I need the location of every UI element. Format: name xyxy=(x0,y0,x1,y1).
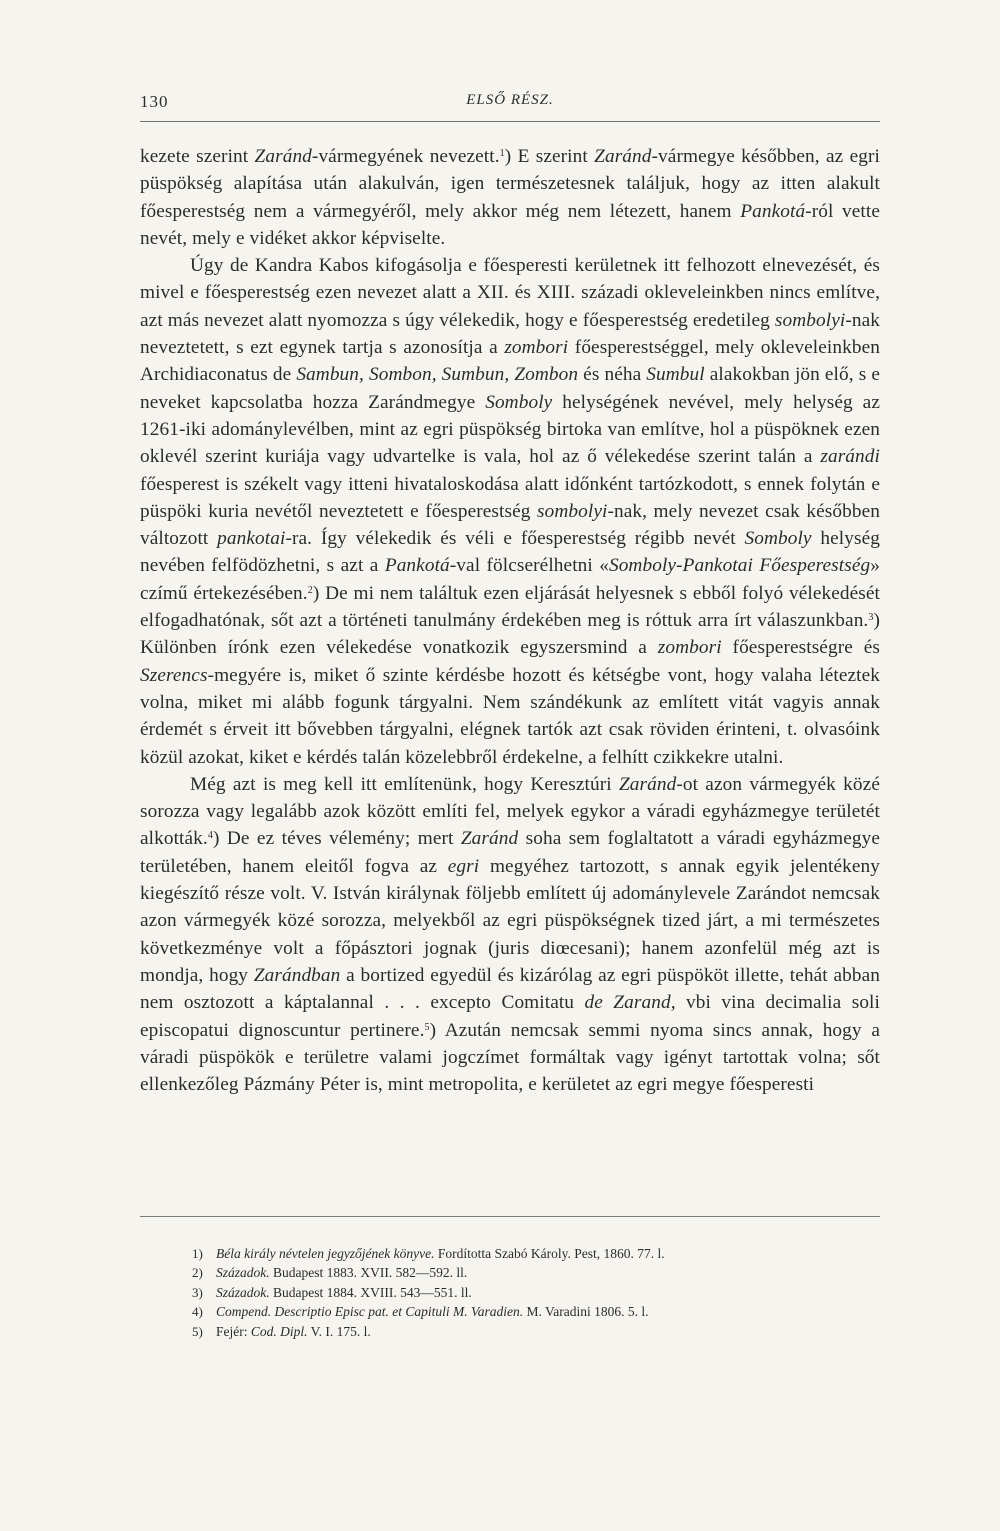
italic-text: Sumbul xyxy=(646,364,705,386)
text-run: főesperestséggel, mely okleveleinkben Archidiaconatus de xyxy=(140,337,880,386)
text-run: -ról vette nevét, mely e vidéket akkor képviselte. xyxy=(140,200,880,249)
footnote-mark: 4) xyxy=(192,1304,203,1320)
italic-text: Somboly xyxy=(744,528,812,550)
text-run: alakokban jön elő, s e neveket kapcsolatba hozza Zarándmegye xyxy=(140,364,880,413)
italic-text: Zarándban xyxy=(253,964,341,986)
text-run: vbi vina decimalia soli episcopatui dignoscuntur pertinere. xyxy=(140,992,880,1041)
text-run: -megyére is, miket ő szinte kérdésbe hozott és kétségbe vont, hogy valaha léteztek volna, miket mi alább fogunk tárgyalni. Nem szándékunk az említett vitát vagyis annak érdemét s érveit itt bővebben tárgyalni, elégnek tartók azt csak röviden érinteni, t. olvasóink közül azokat, kiket e kérdés talán közelebbről érdekelne, a felhítt czikkekre utalni. xyxy=(140,664,880,768)
text-run: -vármegyének nevezett. xyxy=(311,146,500,167)
italic-text: Béla király névtelen jegyzőjének könyve. xyxy=(216,1246,435,1261)
text-run: -ra. Így vélekedik és véli e főesperestség régibb nevét xyxy=(285,528,745,550)
text-run: -nak neveztetett, s ezt egynek tartja s azonosítja a xyxy=(140,309,880,359)
text-run: főesperestségre és xyxy=(721,637,880,659)
paragraph xyxy=(140,252,880,771)
footnote-mark: 3) xyxy=(192,1284,203,1300)
page-header xyxy=(140,92,880,116)
italic-text: Századok. xyxy=(216,1265,270,1281)
text-run: kezete szerint xyxy=(140,146,255,167)
italic-text: Somboly xyxy=(485,391,553,413)
footnote-rule xyxy=(140,1216,880,1217)
footnote xyxy=(192,1244,852,1263)
italic-text: Pankotá xyxy=(384,555,450,577)
italic-text: Szerencs xyxy=(140,664,208,686)
text-run: -ot azon vármegyék közé sorozza vagy legalább azok között említi fel, melyek egykor a váradi egyházmegye területét alkották. xyxy=(140,773,880,850)
text-run: ) Különben írónk ezen vélekedése vonatkozik egyszersmind a xyxy=(140,610,880,659)
italic-text: Sambun, Sombon, Sumbun, Zombon xyxy=(296,364,579,386)
italic-text: zarándi xyxy=(820,446,880,468)
text-run: és néha xyxy=(578,364,647,386)
text-run: soha sem foglaltatott a váradi egyházmegye területében, hanem eleitől fogva az xyxy=(140,828,880,877)
footnote-reference: 1 xyxy=(499,148,505,159)
body-text xyxy=(140,143,880,1098)
italic-text: zombori xyxy=(657,637,722,659)
text-run: Budapest 1883. XVII. 582—592. ll. xyxy=(269,1265,468,1281)
footnote xyxy=(192,1263,852,1282)
italic-text: egri xyxy=(447,855,480,877)
footnote-mark: 2) xyxy=(192,1265,203,1281)
italic-text: pankotai xyxy=(217,528,286,550)
page-number: 130 xyxy=(140,92,169,111)
italic-text: sombolyi xyxy=(774,309,846,331)
text-run: helység nevében felfödözhetni, s azt a xyxy=(140,528,880,577)
italic-text: Pankotá xyxy=(740,200,806,222)
text-run: ) De mi nem találtuk ezen eljárását helyesnek s ebből folyó vélekedését elfogadhatónak, sőt azt a történeti tanulmány érdekében meg is róttuk arra írt válaszunkban. xyxy=(140,582,880,632)
text-run: M. Varadini 1806. 5. l. xyxy=(523,1304,649,1320)
paragraph xyxy=(140,143,880,252)
text-run: Úgy de Kandra Kabos kifogásolja e főesperesti kerületnek itt felhozott elnevezését, és mivel e főesperestség ezen nevezet alatt a XII. és XIII. századi okleveleinkben nincs említve, azt más nevezet alatt nyomozza s úgy vélekedik, hogy e főesperestség eredetileg xyxy=(140,255,880,331)
footnote-mark: 1) xyxy=(192,1246,203,1261)
italic-text: Zaránd xyxy=(618,773,677,795)
italic-text: Zaránd xyxy=(594,146,652,167)
text-run: » czímű értekezésében. xyxy=(140,555,880,604)
header-rule xyxy=(140,121,880,122)
text-run: -val fölcserélhetni « xyxy=(449,555,609,577)
footnote-reference: 3 xyxy=(868,612,874,624)
italic-text: de Zarand, xyxy=(584,992,676,1014)
running-head: ELSŐ RÉSZ. xyxy=(466,92,554,108)
text-run: Még azt is meg kell itt említenünk, hogy Keresztúri xyxy=(190,773,619,795)
text-run: Fordította Szabó Károly. Pest, 1860. 77. l. xyxy=(434,1246,665,1261)
footnote-reference: 2 xyxy=(307,584,313,596)
text-run: -nak, mely nevezet csak későbben változott xyxy=(140,500,880,550)
text-run: ) E szerint xyxy=(504,146,595,167)
italic-text: Zaránd xyxy=(254,146,312,167)
paragraph xyxy=(140,771,880,1099)
footnote xyxy=(192,1322,852,1341)
text-run: -vármegye későbben, az egri püspökség alapítása után alakulván, igen természetesnek találjuk, hogy az itten alakult főesperestség nem a vármegyéről, mely akkor még nem létezett, hanem xyxy=(140,146,880,222)
footnote-reference: 5 xyxy=(424,1021,430,1033)
text-run: Fejér: xyxy=(216,1323,251,1339)
text-run: megyéhez tartozott, s annak egyik jelentékeny kiegészítő része volt. V. István királynak följebb említett új adománylevele Zarándot nemcsak azon vármegyék közé sorozza, melyekből az egri püspökségnek tized járt, a mi természetes következménye volt a főpásztori jognak (juris diœcesani); hanem azonfelül még azt is mondja, hogy xyxy=(140,855,881,986)
italic-text: Somboly-Pankotai Főesperestség xyxy=(608,555,871,577)
text-run: a bortized egyedül és kizárólag az egri püspököt illette, tehát abban nem osztozott a káptalannal . . . excepto Comitatu xyxy=(140,964,880,1014)
footnote-mark: 5) xyxy=(192,1323,203,1339)
text-run: ) Azután nemcsak semmi nyoma sincs annak, hogy a váradi püspökök e területre valami jogczímet formáltak vagy igényt tartottak volna; sőt ellenkezőleg Pázmány Péter is, mint metropolita, e kerületet az egri megye főesperesti xyxy=(140,1019,880,1096)
italic-text: sombolyi xyxy=(537,500,608,522)
italic-text: zombori xyxy=(504,337,569,359)
text-run: V. I. 175. l. xyxy=(307,1323,371,1339)
text-run: helységének nevével, mely helység az 1261-iki adománylevélben, mint az egri püspökség birtoka van említve, hol a püspöknek ezen oklevél szerint kuriája vagy udvartelke is vala, hol az ő vélekedése szerint talán a xyxy=(140,391,881,468)
text-run: főesperest is székelt vagy itteni hivataloskodása alatt időnként tartózkodott, s ennek folytán e püspöki kuria nevétől neveztetett e főesperestség xyxy=(140,473,880,522)
text-run: Budapest 1884. XVIII. 543—551. ll. xyxy=(269,1284,472,1300)
italic-text: Cod. Dipl. xyxy=(250,1323,308,1339)
footnote-reference: 4 xyxy=(207,830,213,842)
italic-text: Zaránd xyxy=(460,828,519,850)
italic-text: Századok. xyxy=(216,1284,270,1300)
footnotes xyxy=(192,1244,852,1341)
footnote xyxy=(192,1302,852,1321)
footnote xyxy=(192,1283,852,1302)
text-run: ) De ez téves vélemény; mert xyxy=(212,828,461,850)
italic-text: Compend. Descriptio Episc pat. et Capituli M. Varadien. xyxy=(216,1304,524,1320)
